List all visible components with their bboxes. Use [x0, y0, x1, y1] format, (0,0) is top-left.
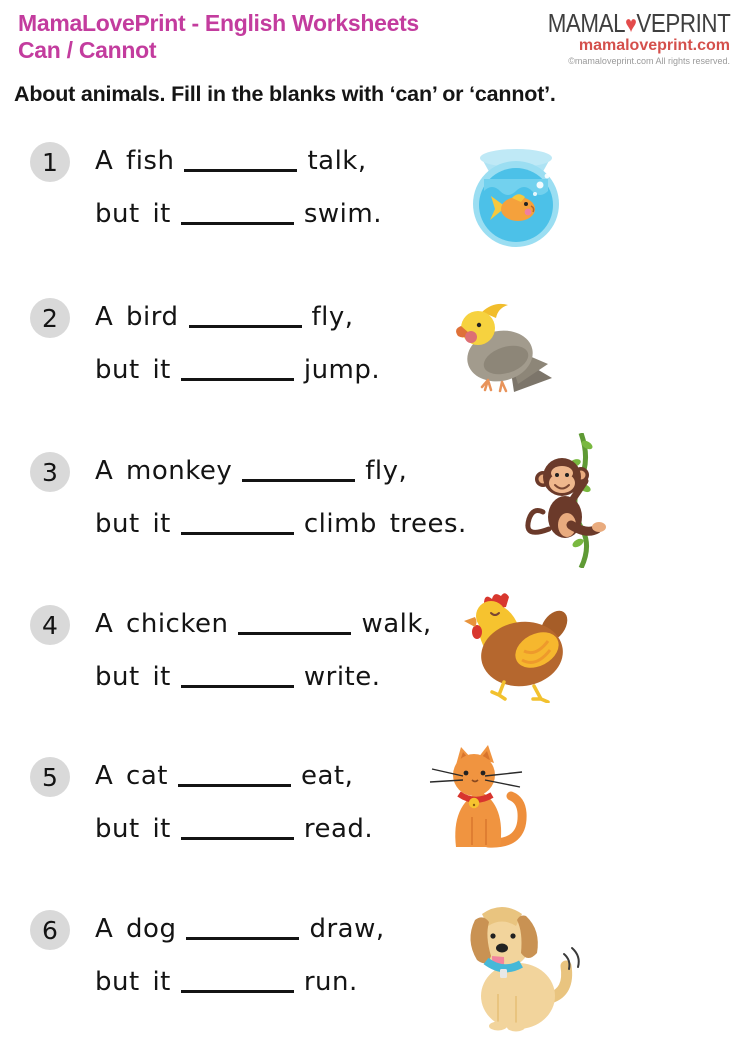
- brand-logo: [518, 10, 730, 67]
- sentence-text: but it: [95, 967, 171, 997]
- sentence-line: [95, 503, 467, 545]
- sentence-text: draw,: [309, 914, 385, 944]
- worksheet-title-line2: Can / Cannot: [18, 37, 157, 63]
- sentence-text: A dog: [95, 914, 177, 944]
- answer-blank: [181, 661, 294, 688]
- sentence-line: [95, 450, 467, 492]
- brand-suffix: VEPRINT: [636, 8, 730, 38]
- sentence-text: fly,: [311, 302, 354, 332]
- dog-image: [452, 898, 585, 1032]
- sentence-text: fly,: [365, 456, 408, 486]
- answer-blank: [238, 608, 351, 635]
- sentence-line: [95, 296, 380, 338]
- fishbowl-image: [462, 143, 570, 248]
- sentence-line: [95, 908, 385, 950]
- sentence-text: write.: [303, 662, 381, 692]
- heart-icon: ♥: [624, 11, 637, 37]
- answer-blank: [181, 813, 294, 840]
- exercise-item-5: [0, 755, 736, 865]
- exercise-item-1: [0, 140, 736, 250]
- monkey-image: [515, 433, 607, 568]
- brand-wordmark: [547, 10, 730, 37]
- sentence-line: [95, 603, 432, 645]
- exercise-item-3: [0, 450, 736, 560]
- answer-blank: [242, 455, 355, 482]
- sentence-text: talk,: [307, 146, 367, 176]
- item-number-badge: 1: [30, 142, 70, 182]
- cat-image: [428, 745, 532, 852]
- item-number-badge: 6: [30, 910, 70, 950]
- sentence-text: but it: [95, 509, 171, 539]
- sentence-text: read.: [303, 814, 374, 844]
- sentence-line: [95, 193, 382, 235]
- sentence-text: walk,: [361, 609, 432, 639]
- exercise-item-2: [0, 296, 736, 406]
- sentence-text: jump.: [303, 355, 381, 385]
- sentence-text: swim.: [303, 199, 382, 229]
- item-number-badge: 5: [30, 757, 70, 797]
- sentence-text: climb trees.: [303, 509, 467, 539]
- sentence-text: but it: [95, 199, 171, 229]
- sentence-line: [95, 656, 432, 698]
- bird-image: [448, 300, 560, 398]
- sentence-line: [95, 140, 382, 182]
- answer-blank: [181, 198, 294, 225]
- sentence-text: run.: [303, 967, 358, 997]
- sentence-text: but it: [95, 662, 171, 692]
- answer-blank: [181, 354, 294, 381]
- sentence-text: eat,: [300, 761, 354, 791]
- sentence-text: A fish: [95, 146, 175, 176]
- item-number-badge: 3: [30, 452, 70, 492]
- item-number-badge: 4: [30, 605, 70, 645]
- item-number-badge: 2: [30, 298, 70, 338]
- sentence-line: [95, 808, 373, 850]
- exercise-item-6: [0, 908, 736, 1018]
- answer-blank: [181, 966, 294, 993]
- chicken-image: [458, 588, 572, 703]
- instruction-text: About animals. Fill in the blanks with ‘can’ or ‘cannot’.: [14, 82, 556, 106]
- sentence-line: [95, 755, 373, 797]
- answer-blank: [189, 301, 302, 328]
- sentence-text: but it: [95, 814, 171, 844]
- sentence-line: [95, 961, 385, 1003]
- answer-blank: [184, 145, 297, 172]
- exercise-item-4: [0, 603, 736, 713]
- answer-blank: [178, 760, 291, 787]
- brand-prefix: MAMAL: [547, 8, 625, 38]
- sentence-text: but it: [95, 355, 171, 385]
- sentence-text: A monkey: [95, 456, 233, 486]
- sentence-text: A chicken: [95, 609, 229, 639]
- sentence-text: A cat: [95, 761, 168, 791]
- answer-blank: [186, 913, 299, 940]
- copyright-text: ©mamaloveprint.com All rights reserved.: [568, 56, 730, 66]
- worksheet-title: [18, 10, 419, 64]
- sentence-text: A bird: [95, 302, 179, 332]
- answer-blank: [181, 508, 294, 535]
- sentence-line: [95, 349, 380, 391]
- worksheet-title-line1: MamaLovePrint - English Worksheets: [18, 10, 419, 36]
- brand-website: mamaloveprint.com: [578, 37, 730, 54]
